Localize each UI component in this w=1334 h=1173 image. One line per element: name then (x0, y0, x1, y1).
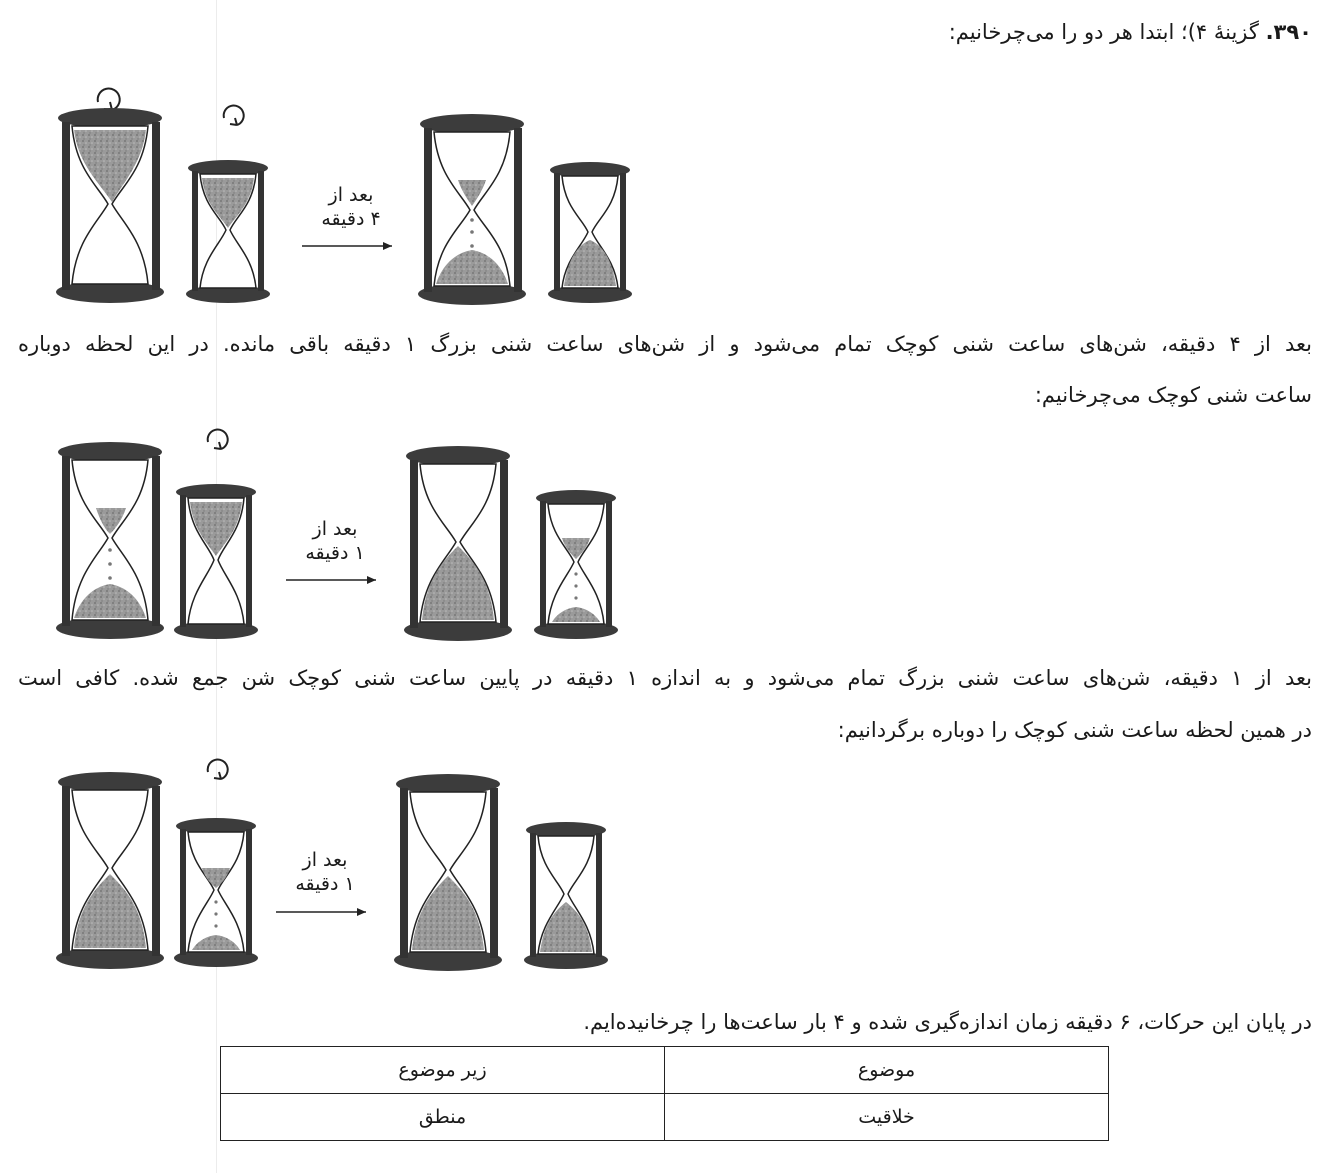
paragraph-1-line-2: ساعت شنی کوچک می‌چرخانیم: (1034, 383, 1312, 407)
table-row (221, 1094, 1109, 1141)
hourglass-large-icon (394, 774, 502, 971)
question-intro: ابتدا هر دو را می‌چرخانیم: (948, 20, 1175, 44)
hourglass-small-icon (174, 484, 258, 639)
paragraph-2-line-1: بعد از ۱ دقیقه، شن‌های ساعت شنی بزرگ تمام می‌شود و به اندازه ۱ دقیقه در پایین ساعت شنی کوچک شن جمع شده. کافی است (18, 666, 1312, 690)
hourglass-small-icon (174, 818, 258, 967)
hourglass-small-icon (524, 822, 608, 969)
arrow-label-line: بعد از (312, 518, 358, 540)
figure-3-label (270, 848, 380, 896)
hourglass-large-icon (404, 446, 512, 641)
rotate-icon (208, 760, 228, 779)
hourglass-large-icon (56, 442, 164, 639)
hourglass-large-icon (56, 108, 164, 303)
paragraph-1-line-1: بعد از ۴ دقیقه، شن‌های ساعت شنی کوچک تمام می‌شود و از شن‌های ساعت شنی بزرگ ۱ دقیقه باقی مانده. در این لحظه دوباره (18, 332, 1312, 356)
conclusion-text: در پایان این حرکات، ۶ دقیقه زمان اندازه‌گیری شده و ۴ بار ساعت‌ها را چرخانیده‌ایم. (583, 1010, 1312, 1034)
hourglass-small-icon (186, 160, 270, 303)
table-row (221, 1047, 1109, 1094)
figure-1-label (296, 183, 406, 231)
table-header-topic: موضوع (665, 1047, 1109, 1094)
hourglass-large-icon (56, 772, 164, 969)
question-header (949, 20, 1312, 44)
table-cell-topic: خلاقیت (665, 1094, 1109, 1141)
arrow-label-line: ۱ دقیقه (295, 873, 355, 895)
arrow-label-line: ۱ دقیقه (305, 542, 365, 564)
hourglass-small-icon (548, 162, 632, 303)
table-cell-subtopic: منطق (221, 1094, 665, 1141)
figure-2 (40, 422, 660, 652)
question-number: ۳۹۰. (1265, 20, 1312, 44)
arrow-label-line: بعد از (302, 849, 348, 871)
figure-1 (40, 80, 660, 310)
arrow-label-line: بعد از (328, 184, 374, 206)
figure-2-label (280, 517, 390, 565)
table-header-subtopic: زیر موضوع (221, 1047, 665, 1094)
hourglass-small-icon (534, 490, 618, 639)
rotate-icon (208, 430, 228, 449)
figure-3 (40, 758, 660, 978)
arrow-label-line: ۴ دقیقه (321, 208, 381, 230)
rotate-icon (224, 106, 244, 125)
topic-table (220, 1046, 1109, 1141)
question-option: گزینهٔ ۴)؛ (1181, 20, 1259, 44)
paragraph-2-line-2: در همین لحظه ساعت شنی کوچک را دوباره برگردانیم: (837, 718, 1312, 742)
hourglass-large-icon (418, 114, 526, 305)
rotate-icon (98, 89, 120, 110)
